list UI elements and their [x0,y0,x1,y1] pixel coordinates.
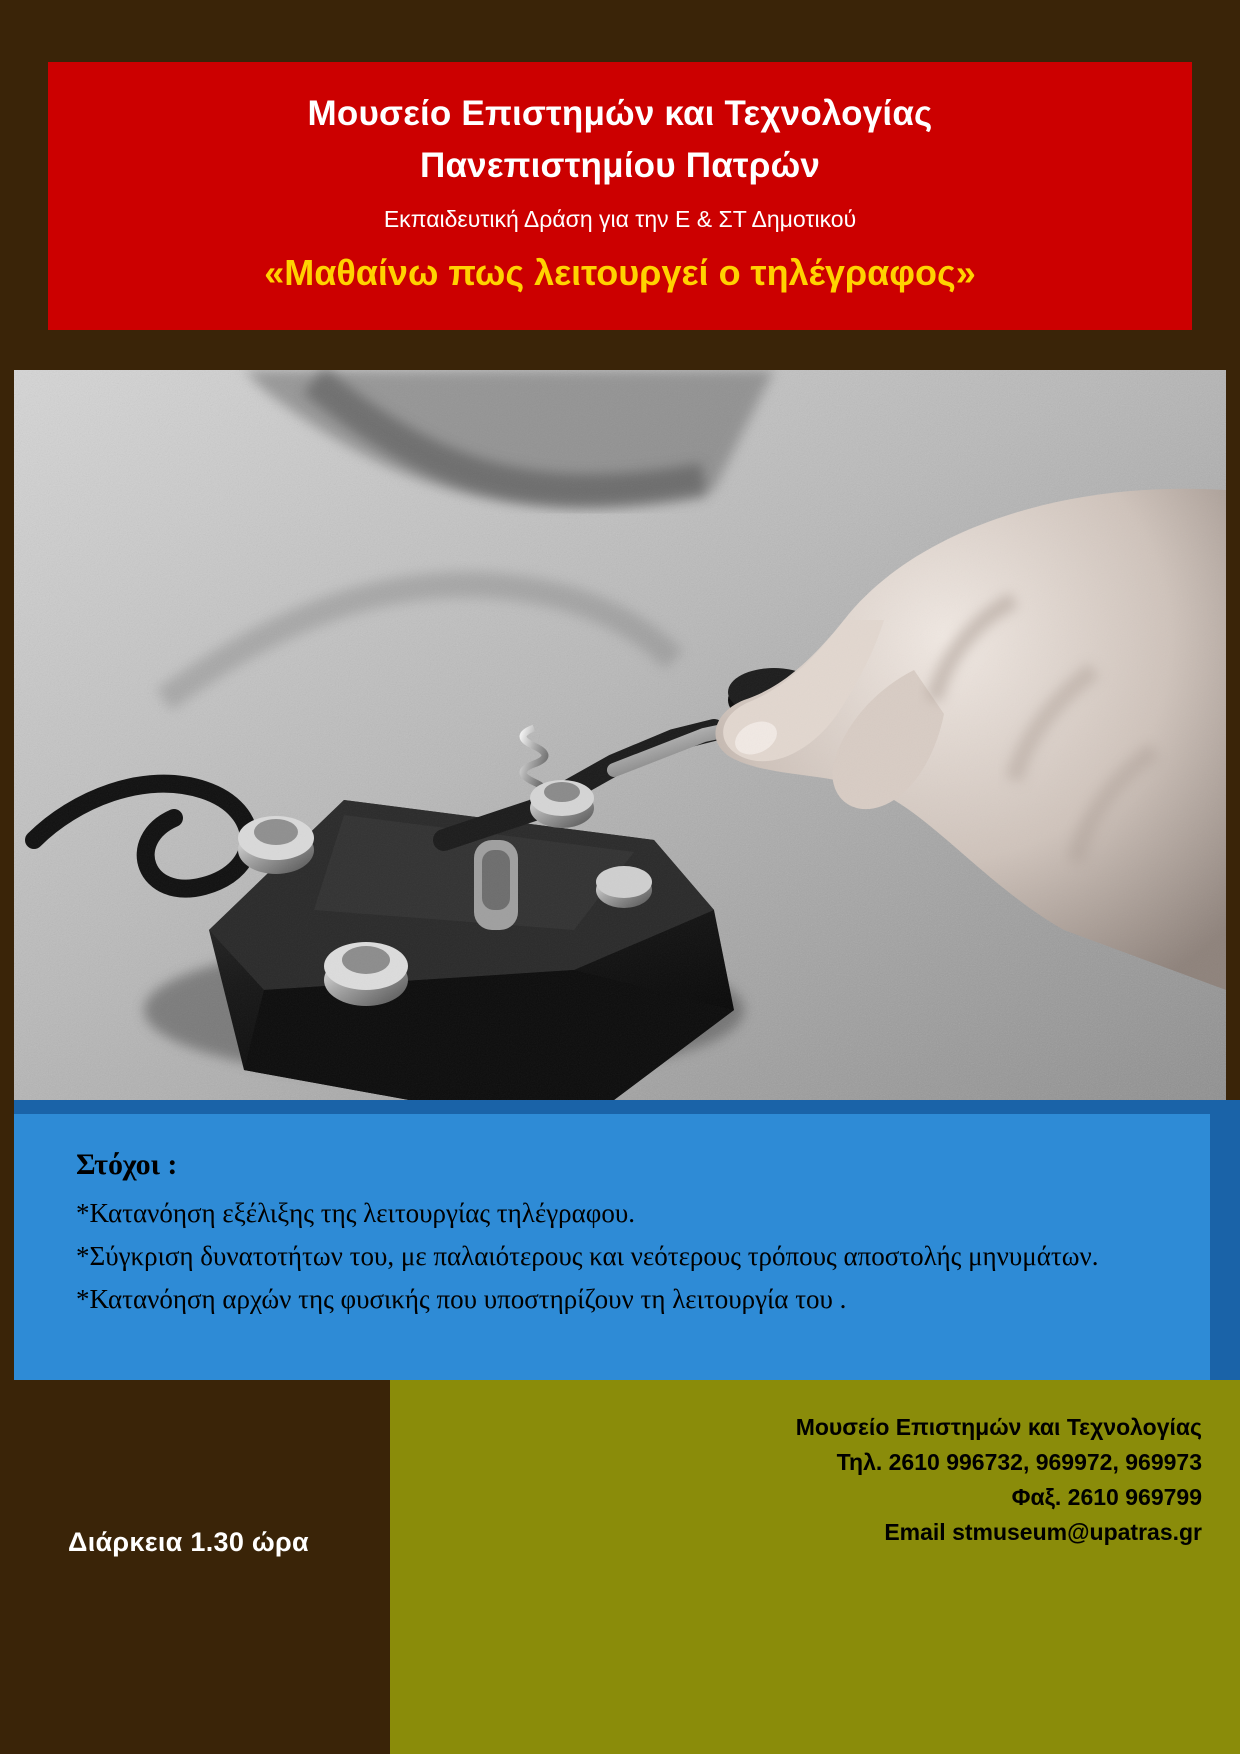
organization-line-2: Πανεπιστημίου Πατρών [419,146,821,185]
duration-label: Διάρκεια 1.30 ώρα [68,1527,309,1557]
telegraph-key-photo [14,370,1226,1100]
header-banner [48,62,1192,330]
objective-item-1: *Κατανόηση εξέλιξης της λειτουργίας τηλέγραφου. [76,1198,635,1228]
organization-line-1: Μουσείο Επιστημών και Τεχνολογίας [307,94,933,133]
objectives-panel [14,1114,1210,1380]
footer-email: Email stmuseum@upatras.gr [884,1519,1202,1545]
objective-item-2: *Σύγκριση δυνατοτήτων του, με παλαιότερους και νεότερους τρόπους αποστολής μηνυμάτων. [76,1241,1099,1271]
footer-fax: Φαξ. 2610 969799 [1011,1484,1202,1510]
footer-museum-name: Μουσείο Επιστημών και Τεχνολογίας [795,1414,1202,1440]
objective-item-3: *Κατανόηση αρχών της φυσικής που υποστηρίζουν τη λειτουργία του . [76,1284,847,1314]
footer-left-band [0,1380,390,1754]
footer-phone: Τηλ. 2610 996732, 969972, 969973 [836,1449,1202,1475]
footer-contact-band [390,1380,1240,1754]
photo-graphic [14,370,1226,1100]
objectives-title: Στόχοι : [76,1148,178,1181]
page-title: «Μαθαίνω πως λειτουργεί ο τηλέγραφος» [264,252,976,293]
header-subtitle: Εκπαιδευτική Δράση για την Ε & ΣΤ Δημοτικού [383,206,857,232]
